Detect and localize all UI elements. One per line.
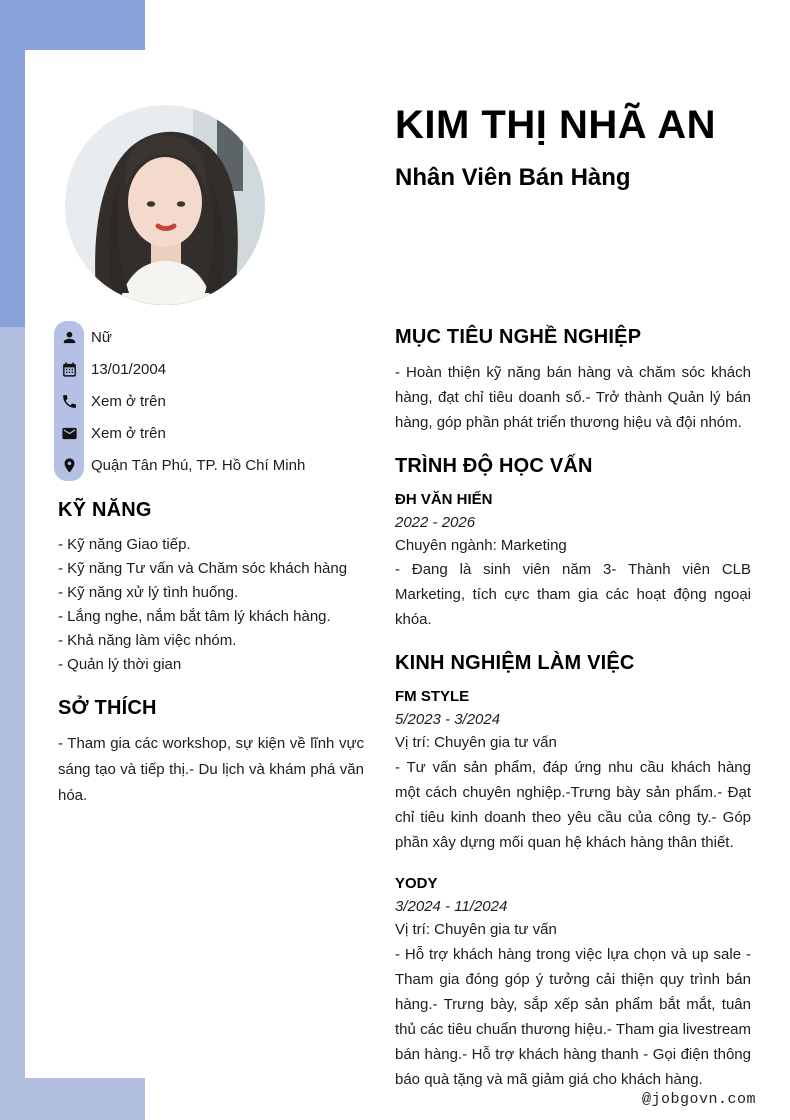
objective-heading: MỤC TIÊU NGHỀ NGHIỆP [395,326,642,348]
contact-info [54,321,366,481]
skill-item: - Khả năng làm việc nhóm. [58,632,237,649]
education-entry [395,489,751,632]
contact-row-email [54,417,366,449]
contact-row-phone [54,385,366,417]
profile-photo [65,105,265,305]
corner-accent-bottom-left [0,1078,145,1120]
birthdate-value: 13/01/2004 [91,360,167,378]
hobbies-text: - Tham gia các workshop, sự kiện về lĩnh vực sáng tạo và tiếp thị.- Du lịch và khám phá văn hóa. [58,735,364,804]
location-icon [54,449,84,481]
candidate-job-title: Nhân Viên Bán Hàng [395,164,631,191]
gender-value: Nữ [91,328,112,346]
skills-heading: KỸ NĂNG [58,499,152,521]
education-description: - Đang là sinh viên năm 3- Thành viên CLB Marketing, tích cực tham gia các hoạt động ngoại khóa. [395,561,751,628]
job-position: Vị trí: Chuyên gia tư vấn [395,921,557,938]
hobbies-heading: SỞ THÍCH [58,697,157,719]
company-name: FM STYLE [395,688,470,705]
skills-list [58,533,364,677]
school-name: ĐH VĂN HIẾN [395,491,493,508]
education-major: Chuyên ngành: Marketing [395,537,567,554]
left-column [58,498,364,809]
header [395,103,765,192]
experience-entry [395,873,751,1092]
skill-item: - Lắng nghe, nắm bắt tâm lý khách hàng. [58,608,331,625]
person-icon [54,321,84,353]
phone-value: Xem ở trên [91,392,166,410]
company-name: YODY [395,875,438,892]
job-description: - Tư vấn sản phẩm, đáp ứng nhu cầu khách hàng một cách chuyên nghiệp.-Trưng bày sản phẩm.- Đạt chỉ tiêu kinh doanh theo yêu cầu của công ty.- Góp phần xây dựng mối quan hệ khách hàng thân thiết. [395,759,751,851]
education-period: 2022 - 2026 [395,514,476,531]
skill-item: - Quản lý thời gian [58,656,182,673]
candidate-name: KIM THỊ NHÃ AN [395,103,717,147]
job-description: - Hỗ trợ khách hàng trong việc lựa chọn và up sale - Tham gia đóng góp ý tưởng cải thiện quy trình bán hàng.- Trưng bày, sắp xếp sản phẩm bắt mắt, tuân thủ các tiêu chuẩn thương hiệu.- Tham gia livestream bán hàng.- Hỗ trợ khách hàng thanh - Gọi điện thông báo quà tặng và mã giảm giá cho khách hàng. [395,946,751,1088]
job-period: 3/2024 - 11/2024 [395,898,508,915]
experience-entry [395,686,751,855]
calendar-icon [54,353,84,385]
education-heading: TRÌNH ĐỘ HỌC VẤN [395,455,593,477]
job-position: Vị trí: Chuyên gia tư vấn [395,734,557,751]
contact-row-birthdate [54,353,366,385]
objective-text: - Hoàn thiện kỹ năng bán hàng và chăm sóc khách hàng, đạt chỉ tiêu doanh số.- Trở thành Quản lý bán hàng, góp phần phát triển thương hiệu và đội nhóm. [395,364,751,431]
phone-icon [54,385,84,417]
right-column [395,325,751,1092]
email-value: Xem ở trên [91,424,166,442]
job-period: 5/2023 - 3/2024 [395,711,501,728]
left-band-bottom [0,327,25,1120]
skill-item: - Kỹ năng xử lý tình huống. [58,584,239,601]
skill-item: - Kỹ năng Giao tiếp. [58,536,191,553]
skill-item: - Kỹ năng Tư vấn và Chăm sóc khách hàng [58,560,348,577]
left-band-top [0,0,25,327]
contact-row-gender [54,321,366,353]
watermark: @jobgovn.com [641,1091,756,1108]
experience-heading: KINH NGHIỆM LÀM VIỆC [395,652,635,674]
email-icon [54,417,84,449]
portrait-illustration [65,105,265,305]
address-value: Quận Tân Phú, TP. Hồ Chí Minh [91,456,306,474]
contact-row-address [54,449,366,481]
